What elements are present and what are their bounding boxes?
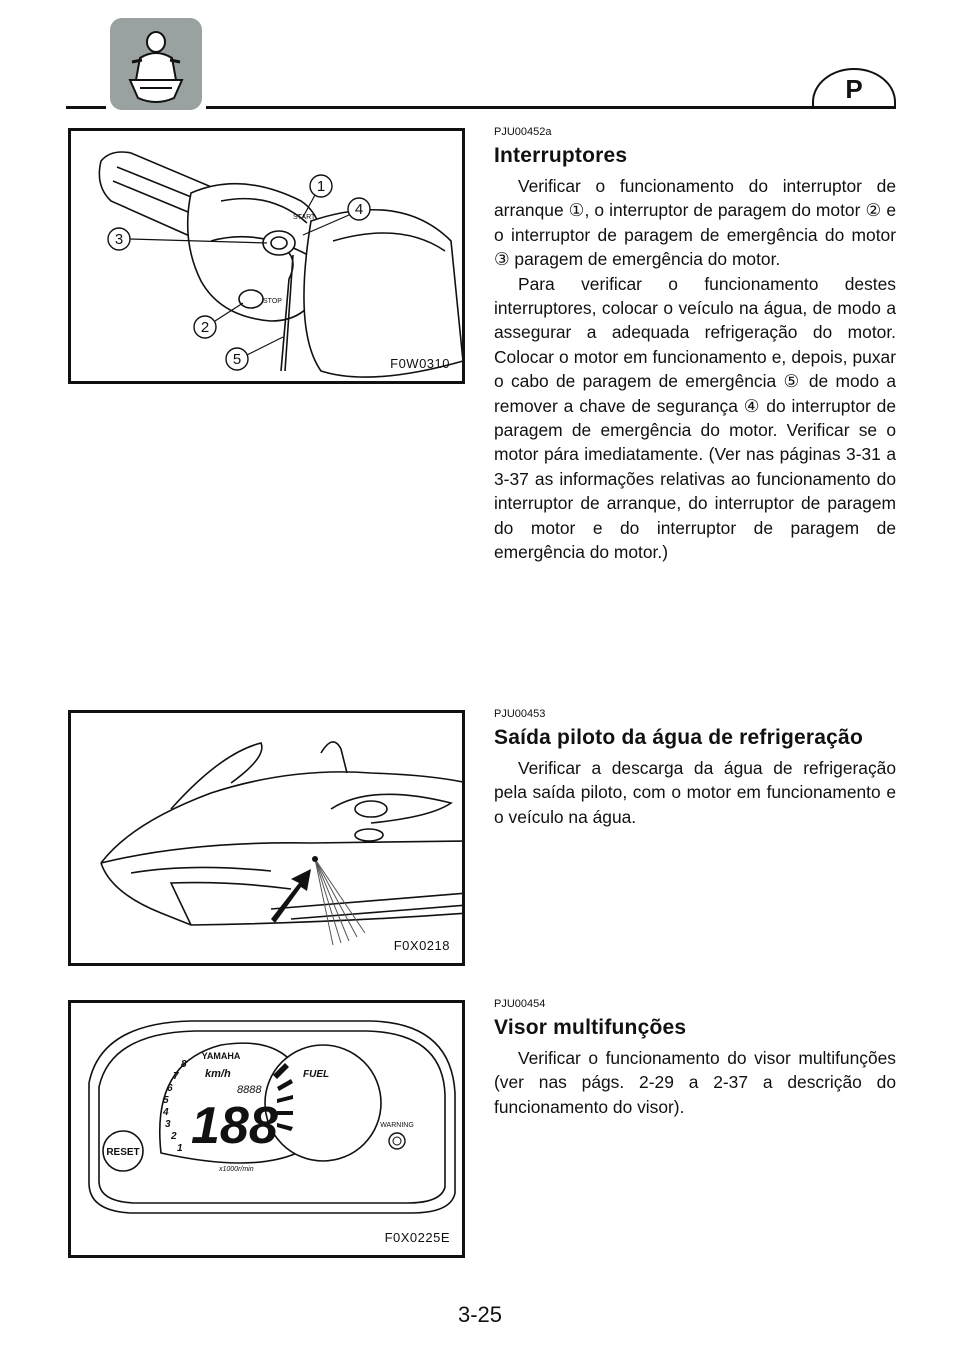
figure-switches xyxy=(68,128,465,384)
callout-2: 2 xyxy=(200,319,210,336)
rpm-tick-8: 8 xyxy=(181,1059,187,1070)
speed-unit-label: km/h xyxy=(205,1068,231,1080)
figure-code: F0X0218 xyxy=(393,938,450,953)
section-cooling-outlet xyxy=(494,708,896,829)
section-title: Saída piloto da água de refrigeração xyxy=(494,726,863,749)
paragraph: Verificar o funcionamento do interruptor de arranque ①, o interruptor de paragem do motor ② e o interruptor de paragem de emergência do motor ③ paragem de emergência do motor. xyxy=(494,176,896,270)
rpm-tick-3: 3 xyxy=(165,1119,171,1130)
figure-code: F0W0310 xyxy=(390,356,450,371)
multifunction-meter-illustration xyxy=(71,1003,465,1258)
small-digits: 8888 xyxy=(237,1084,262,1096)
section-body xyxy=(494,756,896,829)
paragraph: Para verificar o funcionamento destes interruptores, colocar o veículo na água, de modo a assegurar a adequada refrigeração do motor. Colocar o motor em funcionamento e, depois, puxar o cabo de paragem de emergência ⑤ de modo a remover a chave de segurança ④ do interruptor de paragem de emergência do motor. Verificar se o motor pára imediatamente. (Ver nas páginas 3-31 a 3-37 as informações relativas ao funcionamento do interruptor de arranque, do interruptor de paragem do motor e do interruptor de paragem de emergência do motor.) xyxy=(494,273,896,563)
warning-label: WARNING xyxy=(380,1122,414,1129)
header-rule-right xyxy=(206,106,896,109)
callout-3: 3 xyxy=(114,231,124,248)
figure-code: F0X0225E xyxy=(384,1230,450,1245)
page-number: 3-25 xyxy=(457,1302,503,1327)
rpm-label: x1000r/min xyxy=(219,1166,254,1173)
rpm-tick-7: 7 xyxy=(173,1071,179,1082)
figure-cooling-outlet xyxy=(68,710,465,966)
section-multifunction-display xyxy=(494,998,896,1119)
reset-label: RESET xyxy=(106,1147,140,1158)
section-code: PJU00452a xyxy=(494,126,552,138)
paragraph: Verificar o funcionamento do visor multifunções (ver nas págs. 2-29 a 2-37 a descrição do funcionamento do visor). xyxy=(494,1048,896,1117)
brand-label: YAMAHA xyxy=(201,1051,241,1061)
header-rule-left xyxy=(66,106,106,109)
section-title: Interruptores xyxy=(494,144,628,167)
section-code: PJU00454 xyxy=(494,998,546,1010)
rpm-tick-1: 1 xyxy=(177,1143,183,1154)
section-title: Visor multifunções xyxy=(494,1016,687,1039)
callout-1: 1 xyxy=(316,178,326,195)
speed-digits: 188 xyxy=(191,1097,278,1155)
paragraph: Verificar a descarga da água de refrigeração pela saída piloto, com o motor em funcionamento e o veículo na água. xyxy=(494,758,896,827)
rpm-tick-5: 5 xyxy=(163,1095,169,1106)
fuel-label: FUEL xyxy=(303,1069,330,1080)
section-body xyxy=(494,1046,896,1119)
callout-4: 4 xyxy=(354,201,364,218)
section-switches xyxy=(494,126,896,565)
handlebar-switches-illustration xyxy=(71,131,465,384)
arrow-icon xyxy=(271,869,311,923)
warning-lamp-icon xyxy=(389,1133,405,1149)
rpm-tick-2: 2 xyxy=(171,1131,177,1142)
callout-5: 5 xyxy=(232,351,242,368)
rpm-tick-4: 4 xyxy=(163,1107,169,1118)
rpm-tick-6: 6 xyxy=(167,1083,173,1094)
section-body xyxy=(494,174,896,565)
watercraft-illustration xyxy=(71,713,465,966)
jet-ski-rider-icon xyxy=(110,18,202,110)
start-label: START xyxy=(293,214,316,221)
stop-label: STOP xyxy=(263,298,282,305)
language-badge: P xyxy=(812,68,896,106)
figure-multifunction-display xyxy=(68,1000,465,1258)
section-code: PJU00453 xyxy=(494,708,546,720)
